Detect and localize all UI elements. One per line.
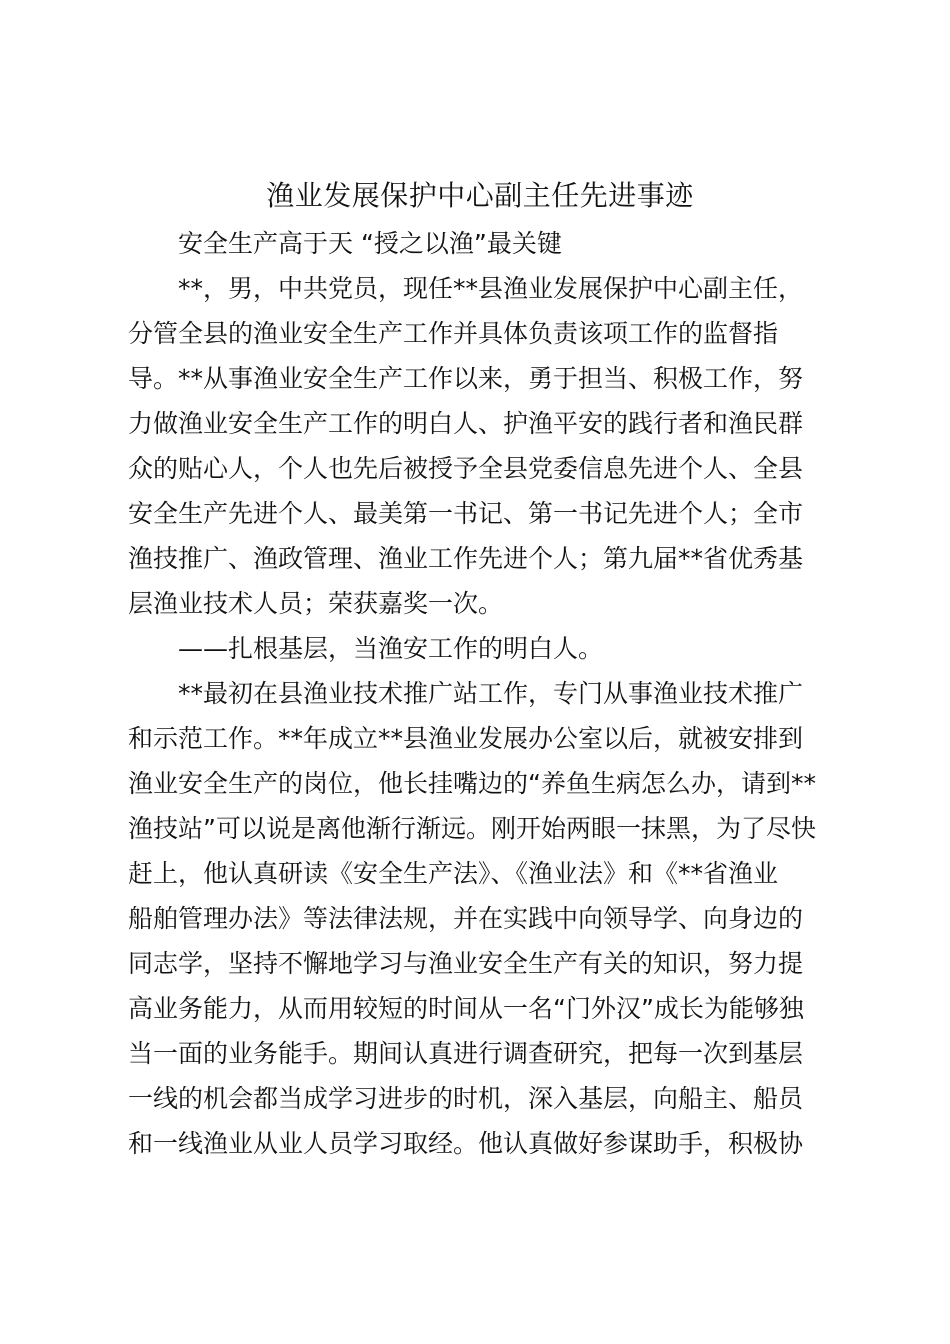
paragraph-line: 赶上，他认真研读《安全生产法》、《渔业法》和《**省渔业 [128, 859, 779, 888]
paragraph-line: 导。**从事渔业安全生产工作以来，勇于担当、积极工作，努 [128, 364, 804, 393]
section-heading-line: ——扎根基层，当渔安工作的明白人。 [178, 634, 604, 663]
paragraph-line: 一线的机会都当成学习进步的时机，深入基层，向船主、船员 [128, 1084, 804, 1113]
paragraph-line: 力做渔业安全生产工作的明白人、护渔平安的践行者和渔民群 [128, 409, 804, 438]
paragraph-line: 渔技推广、渔政管理、渔业工作先进个人；第九届**省优秀基 [128, 544, 804, 573]
paragraph-line: 安全生产先进个人、最美第一书记、第一书记先进个人；全市 [128, 499, 804, 528]
document-title: 渔业发展保护中心副主任先进事迹 [266, 179, 694, 212]
paragraph-line: **，男，中共党员，现任**县渔业发展保护中心副主任， [178, 274, 804, 303]
paragraph-line: 渔业安全生产的岗位，他长挂嘴边的“养鱼生病怎么办，请到** [128, 769, 816, 798]
paragraph-line: 船舶管理办法》等法律法规，并在实践中向领导学、向身边的 [128, 904, 804, 933]
subtitle-line: 安全生产高于天 “授之以渔”最关键 [178, 229, 562, 258]
paragraph-line: 同志学，坚持不懈地学习与渔业安全生产有关的知识，努力提 [128, 949, 804, 978]
paragraph-line: **最初在县渔业技术推广站工作，专门从事渔业技术推广 [178, 679, 804, 708]
paragraph-line: 和一线渔业从业人员学习取经。他认真做好参谋助手，积极协 [128, 1129, 804, 1158]
paragraph-line: 众的贴心人，个人也先后被授予全县党委信息先进个人、全县 [128, 454, 804, 483]
paragraph-line: 层渔业技术人员；荣获嘉奖一次。 [128, 589, 504, 618]
paragraph-line: 和示范工作。**年成立**县渔业发展办公室以后，就被安排到 [128, 724, 804, 753]
paragraph-line: 当一面的业务能手。期间认真进行调查研究，把每一次到基层 [128, 1039, 804, 1068]
paragraph-line: 高业务能力，从而用较短的时间从一名“门外汉”成长为能够独 [128, 994, 804, 1023]
document-body [128, 221, 818, 1166]
paragraph-line: 分管全县的渔业安全生产工作并具体负责该项工作的监督指 [128, 319, 779, 348]
paragraph-line: 渔技站”可以说是离他渐行渐远。刚开始两眼一抹黑，为了尽快 [128, 814, 816, 843]
